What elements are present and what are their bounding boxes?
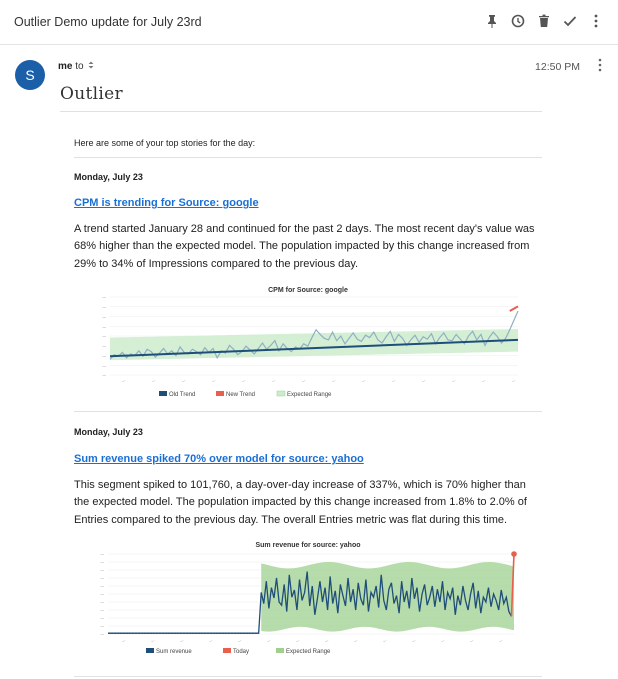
y-tick-mark: — (102, 344, 106, 349)
story-date: Monday, July 23 (74, 172, 143, 182)
y-tick-mark: — (102, 295, 106, 300)
legend-today-swatch (223, 648, 231, 653)
avatar-initial: S (25, 67, 35, 83)
check-icon[interactable] (562, 12, 578, 30)
y-tick-mark: — (100, 616, 104, 621)
story-date: Monday, July 23 (74, 427, 143, 437)
legend-new-trend: New Trend (226, 392, 256, 398)
chart-legend (146, 648, 331, 655)
email-header-bar (0, 0, 618, 45)
x-tick-mark: ― (179, 638, 184, 644)
legend-new-trend-swatch (216, 391, 224, 396)
new-trend-line (510, 306, 518, 311)
y-tick-mark: — (100, 608, 104, 613)
bottom-divider (74, 676, 542, 677)
x-tick-mark: ― (498, 638, 503, 644)
y-tick-mark: — (100, 584, 104, 589)
x-tick-mark: ― (121, 638, 126, 644)
story-divider (74, 411, 542, 412)
pin-icon[interactable] (484, 12, 500, 30)
x-tick-mark: ― (382, 638, 387, 644)
legend-expected-range-swatch (276, 648, 284, 653)
legend-old-trend: Old Trend (169, 392, 196, 398)
y-tick-mark: — (100, 552, 104, 557)
y-tick-mark: — (102, 354, 106, 358)
y-tick-mark: — (100, 560, 104, 565)
y-tick-mark: — (102, 363, 106, 368)
y-tick-mark: — (100, 632, 104, 637)
y-tick-mark: — (100, 568, 104, 573)
email-toolbar (484, 12, 604, 30)
x-tick-mark: ― (241, 378, 246, 384)
chart-title: Sum revenue for source: yahoo (255, 542, 361, 549)
y-tick-mark: — (100, 600, 104, 605)
x-tick-mark: ― (237, 638, 242, 644)
outlier-logo: Outlier (60, 84, 123, 104)
story-body: This segment spiked to 101,760, a day-over-day increase of 337%, which is 70% higher than the expected model. The population impacted by this change increased from 1.8% to 2.0% of Entries compared to the previous day. The overall Entries metric was flat during this time. (74, 479, 527, 526)
y-tick-mark: — (102, 324, 106, 329)
legend-today: Today (233, 649, 250, 655)
message-more-icon[interactable] (598, 58, 602, 77)
x-tick-mark: ― (481, 378, 486, 384)
email-subject: Outlier Demo update for July 23rd (14, 15, 202, 29)
x-tick-mark: ― (295, 638, 300, 644)
x-tick-mark: ― (121, 378, 126, 384)
legend-expected-range: Expected Range (286, 649, 331, 655)
y-tick-mark: — (100, 624, 104, 629)
y-tick-mark: — (102, 305, 106, 310)
sender-line (58, 61, 94, 72)
x-tick-mark: ― (271, 378, 276, 384)
legend-old-trend-swatch (159, 391, 167, 396)
x-tick-mark: ― (208, 638, 213, 644)
y-tick-mark: — (102, 315, 106, 319)
today-point (511, 551, 517, 557)
cpm-chart (96, 283, 528, 403)
x-tick-mark: ― (421, 378, 426, 384)
x-tick-mark: ― (211, 378, 216, 384)
more-vert-icon[interactable] (588, 12, 604, 30)
y-tick-mark: — (102, 334, 106, 339)
sender-name[interactable]: me (58, 61, 73, 73)
chart-title: CPM for Source: google (268, 287, 348, 294)
recipient-label: to (75, 61, 84, 73)
x-tick-mark: ― (411, 638, 416, 644)
x-tick-mark: ― (301, 378, 306, 384)
y-tick-mark: — (100, 592, 104, 597)
intro-divider (74, 157, 542, 158)
legend-expected-range: Expected Range (287, 392, 332, 398)
x-tick-mark: ― (151, 378, 156, 384)
x-tick-mark: ― (266, 638, 271, 644)
x-tick-mark: ― (361, 378, 366, 384)
story-link[interactable]: CPM is trending for Source: google (74, 197, 259, 209)
story-body: A trend started January 28 and continued for the past 2 days. The most recent day's value was 68% higher than the expected model. The population impacted by this change increased from 29% to 34% of Impressions compared to the previous day. (74, 223, 535, 270)
chart-legend (159, 391, 332, 398)
x-tick-mark: ― (150, 638, 155, 644)
x-tick-mark: ― (324, 638, 329, 644)
snooze-clock-icon[interactable] (510, 12, 526, 30)
legend-sum-revenue: Sum revenue (156, 649, 192, 655)
x-tick-mark: ― (331, 378, 336, 384)
recipient-details-icon[interactable] (88, 61, 94, 72)
x-tick-mark: ― (440, 638, 445, 644)
x-tick-mark: ― (469, 638, 474, 644)
x-tick-mark: ― (181, 378, 186, 384)
message-time: 12:50 PM (535, 61, 580, 73)
x-tick-mark: ― (353, 638, 358, 644)
logo-divider (60, 111, 542, 112)
sender-avatar[interactable] (15, 60, 45, 90)
trash-icon[interactable] (536, 12, 552, 30)
intro-text: Here are some of your top stories for the day: (74, 138, 256, 148)
legend-expected-range-swatch (277, 391, 285, 396)
revenue-chart (90, 538, 530, 660)
x-tick-mark: ― (391, 378, 396, 384)
x-tick-mark: ― (451, 378, 456, 384)
x-tick-mark: ― (511, 378, 516, 384)
legend-sum-revenue-swatch (146, 648, 154, 653)
y-tick-mark: — (102, 373, 106, 378)
y-tick-mark: — (100, 576, 104, 581)
story-link[interactable]: Sum revenue spiked 70% over model for source: yahoo (74, 453, 364, 465)
